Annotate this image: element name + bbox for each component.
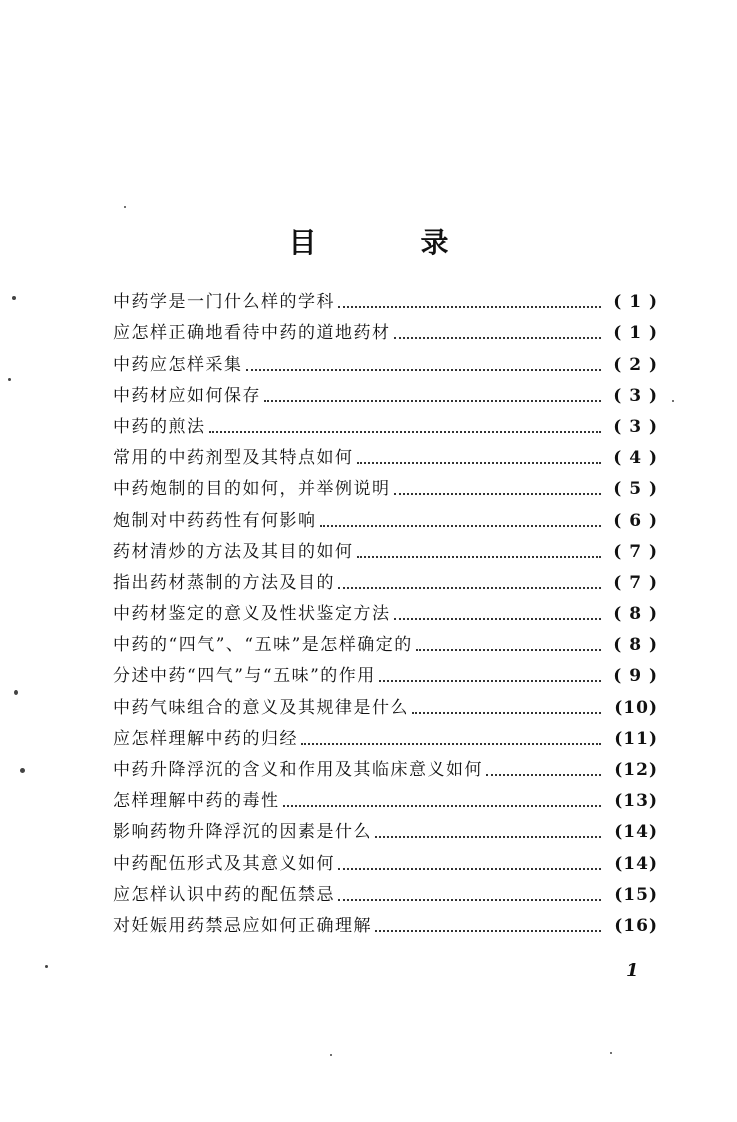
toc-title: 目 录 [288, 226, 487, 259]
toc-entry-title: 中药炮制的目的如何，并举例说明 [113, 479, 391, 500]
toc-entry [113, 719, 658, 750]
dot-leader [246, 367, 602, 371]
dot-leader [416, 647, 601, 651]
toc-entry-page: ( 1 ) [613, 292, 658, 313]
toc-entry-title: 中药配伍形式及其意义如何 [113, 853, 335, 874]
toc-entry-page: ( 4 ) [613, 448, 658, 469]
toc-entry-page: (13) [614, 791, 658, 812]
dot-leader [412, 710, 601, 714]
scan-speck [8, 378, 11, 381]
toc-entry-title: 中药的煎法 [113, 416, 206, 437]
toc-entry [113, 750, 658, 781]
toc-entry-title: 中药学是一门什么样的学科 [113, 292, 335, 313]
toc-entry-title: 应怎样正确地看待中药的道地药材 [113, 323, 391, 344]
toc-entry-page: (10) [614, 697, 658, 718]
toc-entry [113, 594, 658, 625]
dot-leader [486, 772, 601, 776]
dot-leader [338, 866, 601, 870]
toc-entry-page: ( 3 ) [613, 416, 658, 437]
toc-entry [113, 687, 658, 718]
scan-speck [124, 206, 126, 208]
dot-leader [394, 491, 602, 495]
dot-leader [301, 741, 601, 745]
scan-speck [14, 690, 18, 695]
toc-entry [113, 781, 658, 812]
toc-entry [113, 500, 658, 531]
toc-entry [113, 656, 658, 687]
toc-entry-page: ( 1 ) [613, 323, 658, 344]
dot-leader [283, 803, 602, 807]
toc-entry [113, 313, 658, 344]
toc-entry [113, 438, 658, 469]
toc-entry-page: (12) [614, 760, 658, 780]
dot-leader [379, 678, 601, 682]
dot-leader [338, 897, 601, 901]
toc-entry-title: 应怎样理解中药的归经 [113, 728, 298, 749]
toc-entry-page: ( 7 ) [613, 541, 658, 562]
toc-entry-page: ( 2 ) [613, 354, 658, 375]
dot-leader [357, 460, 602, 464]
toc-list [113, 282, 658, 937]
toc-entry-page: ( 5 ) [613, 479, 658, 500]
toc-entry-title: 对妊娠用药禁忌应如何正确理解 [113, 915, 372, 936]
dot-leader [338, 585, 601, 589]
dot-leader [394, 335, 602, 339]
dot-leader [357, 554, 602, 558]
toc-entry [113, 563, 658, 594]
page-number: 1 [626, 960, 639, 981]
toc-entry-title: 分述中药“四气”与“五味”的作用 [113, 666, 376, 687]
toc-entry-page: (16) [614, 915, 658, 936]
dot-leader [320, 523, 602, 527]
scan-speck [20, 768, 25, 773]
toc-entry [113, 376, 658, 407]
toc-entry-page: ( 8 ) [613, 635, 658, 656]
toc-entry-page: ( 9 ) [613, 666, 658, 687]
toc-entry [113, 625, 658, 656]
toc-entry [113, 906, 658, 937]
dot-leader [394, 616, 602, 620]
scan-speck [610, 1052, 612, 1054]
toc-entry-page: (15) [614, 884, 658, 905]
scan-speck [45, 965, 48, 968]
toc-entry [113, 282, 658, 313]
toc-entry [113, 843, 658, 874]
toc-entry-page: (11) [614, 728, 658, 749]
toc-entry [113, 469, 658, 500]
dot-leader [375, 834, 601, 838]
toc-entry-title: 应怎样认识中药的配伍禁忌 [113, 884, 335, 905]
toc-entry-title: 中药升降浮沉的含义和作用及其临床意义如何 [113, 760, 483, 780]
toc-entry-page: ( 3 ) [613, 385, 658, 406]
toc-entry-title: 影响药物升降浮沉的因素是什么 [113, 822, 372, 843]
toc-entry-page: (14) [614, 853, 658, 874]
dot-leader [264, 398, 601, 402]
dot-leader [209, 429, 602, 433]
toc-entry-title: 炮制对中药药性有何影响 [113, 510, 317, 531]
toc-entry-title: 中药应怎样采集 [113, 354, 243, 375]
toc-entry-title: 指出药材蒸制的方法及目的 [113, 572, 335, 593]
toc-entry-page: ( 6 ) [613, 510, 658, 531]
dot-leader [338, 304, 601, 308]
toc-entry [113, 875, 658, 906]
toc-entry-title: 药材清炒的方法及其目的如何 [113, 541, 354, 562]
scan-speck [672, 400, 674, 402]
toc-entry-title: 中药材应如何保存 [113, 385, 261, 406]
toc-entry [113, 344, 658, 375]
toc-entry [113, 407, 658, 438]
toc-entry-page: ( 8 ) [613, 604, 658, 625]
toc-entry-title: 怎样理解中药的毒性 [113, 791, 280, 812]
toc-entry-page: (14) [614, 822, 658, 843]
toc-entry-title: 常用的中药剂型及其特点如何 [113, 448, 354, 469]
dot-leader [375, 928, 601, 932]
toc-entry-page: ( 7 ) [613, 572, 658, 593]
toc-entry [113, 532, 658, 563]
scan-speck [330, 1054, 332, 1056]
toc-entry-title: 中药的“四气”、“五味”是怎样确定的 [113, 635, 413, 656]
toc-entry [113, 812, 658, 843]
toc-entry-title: 中药气味组合的意义及其规律是什么 [113, 697, 409, 718]
toc-entry-title: 中药材鉴定的意义及性状鉴定方法 [113, 604, 391, 625]
scan-speck [12, 296, 16, 300]
